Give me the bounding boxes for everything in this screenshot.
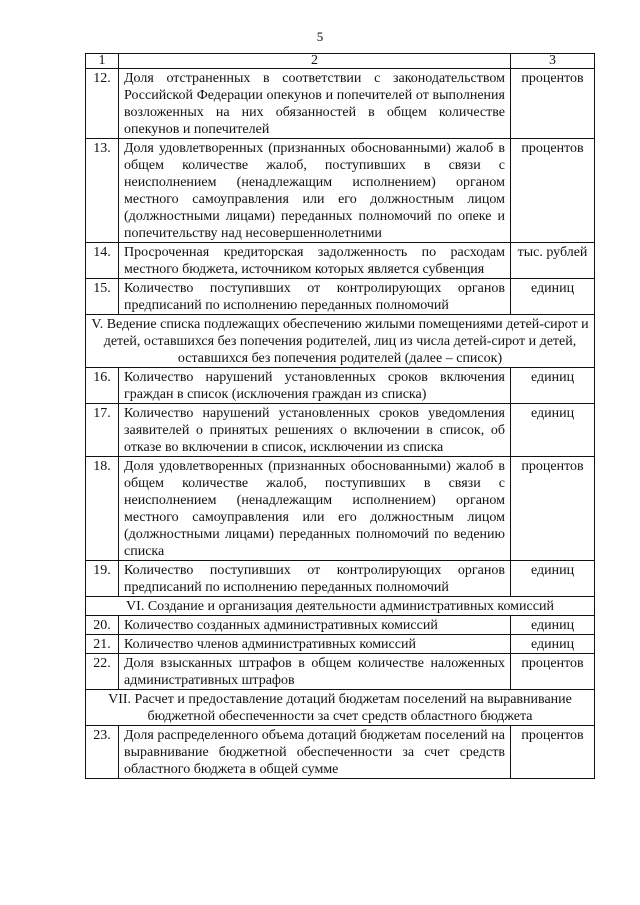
table-row (86, 69, 595, 139)
row-unit: процентов (511, 726, 595, 779)
table-row (86, 279, 595, 315)
row-number: 21. (86, 635, 119, 654)
row-unit: единиц (511, 368, 595, 404)
row-description: Доля удовлетворенных (признанных обоснованными) жалоб в общем количестве жалоб, поступивших в связи с неисполнением (ненадлежащим исполнением) органом местного самоуправления или его должностным лицом (должностными лицами) переданных полномочий по ведению списка (119, 457, 511, 561)
row-unit: процентов (511, 457, 595, 561)
row-unit: единиц (511, 616, 595, 635)
section-heading: VI. Создание и организация деятельности административных комиссий (86, 597, 595, 616)
row-description: Количество поступивших от контролирующих органов предписаний по исполнению переданных полномочий (119, 279, 511, 315)
header-cell-1: 1 (86, 54, 119, 69)
row-description: Доля удовлетворенных (признанных обоснованными) жалоб в общем количестве жалоб, поступивших в связи с неисполнением (ненадлежащим исполнением) органом местного самоуправления или его должностным лицом (должностными лицами) переданных полномочий по опеке и попечительству над несовершеннолетними (119, 139, 511, 243)
row-number: 15. (86, 279, 119, 315)
row-unit: единиц (511, 561, 595, 597)
table-row (86, 635, 595, 654)
row-number: 12. (86, 69, 119, 139)
row-number: 16. (86, 368, 119, 404)
row-number: 18. (86, 457, 119, 561)
section-heading: VII. Расчет и предоставление дотаций бюджетам поселений на выравнивание бюджетной обеспеченности за счет средств областного бюджета (86, 690, 595, 726)
table-row (86, 243, 595, 279)
table-row (86, 561, 595, 597)
row-description: Доля взысканных штрафов в общем количестве наложенных административных штрафов (119, 654, 511, 690)
row-unit: единиц (511, 635, 595, 654)
row-number: 20. (86, 616, 119, 635)
header-cell-3: 3 (511, 54, 595, 69)
row-description: Просроченная кредиторская задолженность по расходам местного бюджета, источником которых является субвенция (119, 243, 511, 279)
row-number: 19. (86, 561, 119, 597)
table-row (86, 368, 595, 404)
row-unit: процентов (511, 139, 595, 243)
row-description: Количество созданных административных комиссий (119, 616, 511, 635)
row-description: Доля распределенного объема дотаций бюджетам поселений на выравнивание бюджетной обеспеченности за счет средств областного бюджета в общей сумме (119, 726, 511, 779)
table-row (86, 726, 595, 779)
row-number: 22. (86, 654, 119, 690)
row-number: 13. (86, 139, 119, 243)
table-row (86, 616, 595, 635)
indicators-table (85, 53, 595, 779)
row-number: 23. (86, 726, 119, 779)
section-heading-row (86, 315, 595, 368)
header-cell-2: 2 (119, 54, 511, 69)
table-row (86, 139, 595, 243)
row-number: 14. (86, 243, 119, 279)
page-number: 5 (316, 29, 324, 44)
row-number: 17. (86, 404, 119, 457)
row-description: Доля отстраненных в соответствии с законодательством Российской Федерации опекунов и попечителей от выполнения возложенных на них обязанностей в общем количестве опекунов и попечителей (119, 69, 511, 139)
table-row (86, 404, 595, 457)
row-description: Количество нарушений установленных сроков уведомления заявителей о принятых решениях о включении в список, об отказе во включении в список, исключении из списка (119, 404, 511, 457)
indicators-table-body (86, 54, 595, 779)
table-row (86, 654, 595, 690)
section-heading-row (86, 690, 595, 726)
row-description: Количество нарушений установленных сроков включения граждан в список (исключения граждан из списка) (119, 368, 511, 404)
row-description: Количество поступивших от контролирующих органов предписаний по исполнению переданных полномочий (119, 561, 511, 597)
row-unit: тыс. рублей (511, 243, 595, 279)
row-unit: единиц (511, 404, 595, 457)
row-description: Количество членов административных комиссий (119, 635, 511, 654)
row-unit: процентов (511, 69, 595, 139)
section-heading: V. Ведение списка подлежащих обеспечению жилыми помещениями детей-сирот и детей, оставшихся без попечения родителей, лиц из числа детей-сирот и детей, оставшихся без попечения родителей (далее – список) (86, 315, 595, 368)
table-header-row (86, 54, 595, 69)
table-row (86, 457, 595, 561)
section-heading-row (86, 597, 595, 616)
row-unit: единиц (511, 279, 595, 315)
row-unit: процентов (511, 654, 595, 690)
